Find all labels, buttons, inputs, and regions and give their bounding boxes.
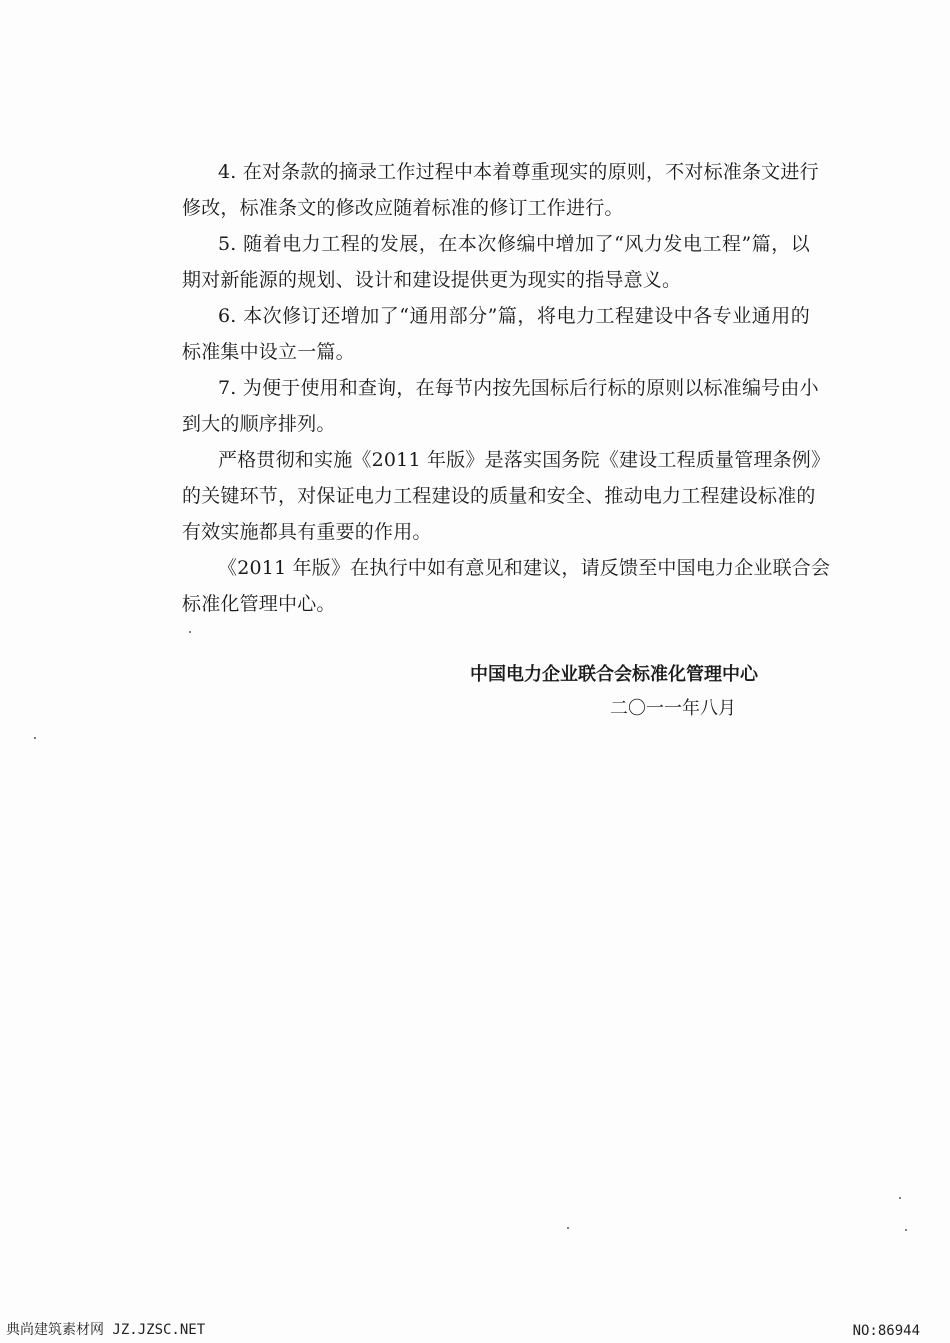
paragraph-2-line-2: 期对新能源的规划、设计和建设提供更为现实的指导意义。 bbox=[182, 269, 682, 291]
paragraph-2-line-1: 5. 随着电力工程的发展，在本次修编中增加了“风力发电工程”篇，以 bbox=[218, 233, 810, 255]
paragraph-4-line-1: 7. 为便于使用和查询，在每节内按先国标后行标的原则以标准编号由小 bbox=[218, 377, 819, 399]
paragraph-1-line-2: 修改，标准条文的修改应随着标准的修订工作进行。 bbox=[182, 197, 624, 219]
scan-speck bbox=[899, 1197, 901, 1199]
paragraph-4-line-2: 到大的顺序排列。 bbox=[182, 413, 336, 435]
paragraph-5-line-2: 的关键环节，对保证电力工程建设的质量和安全、推动电力工程建设标准的 bbox=[182, 485, 816, 507]
scan-speck bbox=[34, 737, 36, 739]
scan-speck bbox=[567, 1227, 569, 1229]
paragraph-3-line-1: 6. 本次修订还增加了“通用部分”篇，将电力工程建设中各专业通用的 bbox=[218, 305, 810, 327]
paragraph-1-line-1: 4. 在对条款的摘录工作过程中本着尊重现实的原则，不对标准条文进行 bbox=[218, 161, 819, 183]
paragraph-5-line-1: 严格贯彻和实施《2011 年版》是落实国务院《建设工程质量管理条例》 bbox=[218, 449, 831, 471]
paragraph-5-line-3: 有效实施都具有重要的作用。 bbox=[182, 521, 432, 543]
paragraph-3-line-2: 标准集中设立一篇。 bbox=[182, 341, 355, 363]
footer-watermark-right: NO:86944 bbox=[852, 1323, 920, 1339]
paragraph-6-line-1: 《2011 年版》在执行中如有意见和建议，请反馈至中国电力企业联合会 bbox=[218, 557, 831, 579]
signature-organization: 中国电力企业联合会标准化管理中心 bbox=[470, 664, 758, 685]
scan-speck bbox=[905, 1229, 907, 1231]
scan-speck bbox=[189, 631, 191, 633]
signature-date: 二〇一一年八月 bbox=[610, 698, 736, 719]
paragraph-6-line-2: 标准化管理中心。 bbox=[182, 593, 336, 615]
footer-watermark-left: 典尚建筑素材网 JZ.JZSC.NET bbox=[6, 1322, 206, 1338]
